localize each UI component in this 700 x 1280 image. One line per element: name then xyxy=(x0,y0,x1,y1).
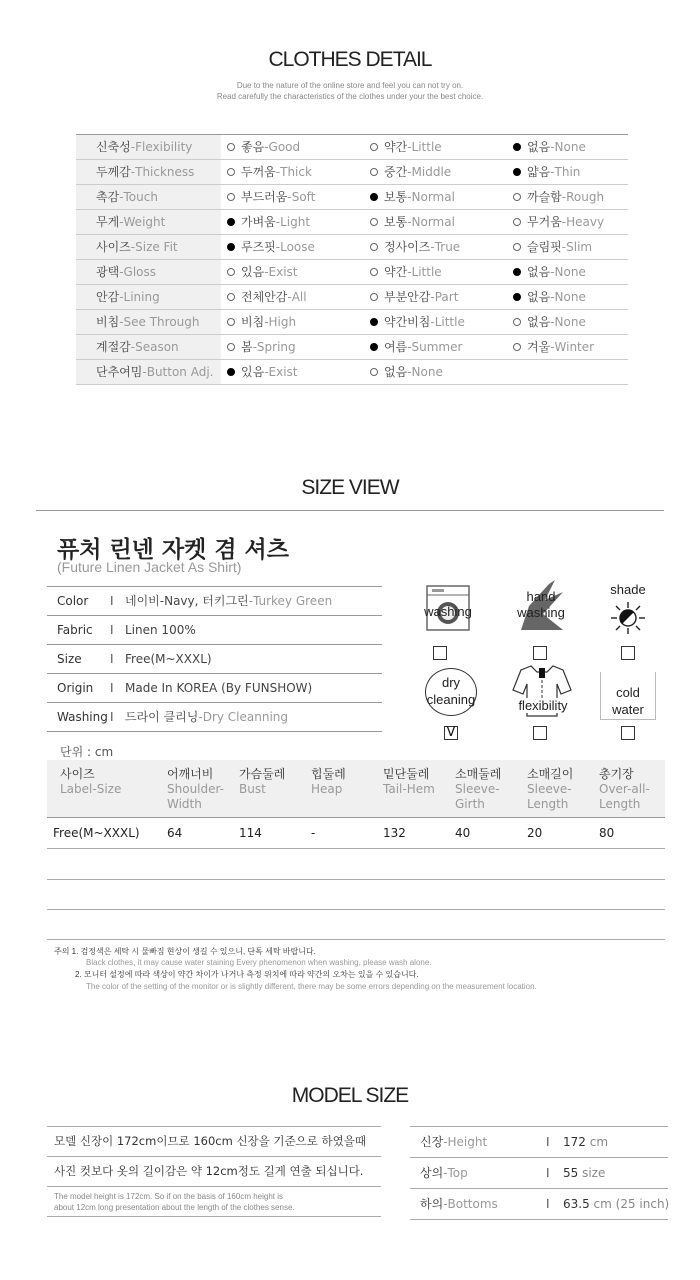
dry-cleaning-label-line-1: dry xyxy=(441,675,461,690)
note-1-english: Black clothes, it may cause water staining Every phenomenon when washing, please wash alone. xyxy=(86,958,432,967)
detail-option-english: -All xyxy=(287,290,307,304)
info-key: Size xyxy=(57,652,82,666)
unselected-radio-icon xyxy=(513,343,521,351)
detail-option xyxy=(513,260,586,284)
detail-row xyxy=(76,235,628,260)
size-table-cell: 20 xyxy=(527,826,543,840)
detail-option-english: -Loose xyxy=(275,240,315,254)
detail-label-english: -Lining xyxy=(119,290,160,304)
detail-row xyxy=(76,335,628,360)
model-key-korean: 상의 xyxy=(420,1166,444,1180)
detail-option xyxy=(370,360,443,384)
selected-radio-icon xyxy=(227,218,235,226)
product-info-row xyxy=(47,587,382,616)
detail-option-korean: 정사이즈 xyxy=(384,240,431,254)
size-header-korean: 밑단둘레 xyxy=(383,767,430,781)
size-header-english: Shoulder- xyxy=(167,782,224,796)
detail-label-english: -Gloss xyxy=(119,265,156,279)
model-size-value xyxy=(563,1158,605,1188)
size-table-cell: 80 xyxy=(599,826,615,840)
size-header-korean: 사이즈 xyxy=(60,767,95,781)
detail-row-label xyxy=(76,235,221,259)
size-header-english: Sleeve- xyxy=(455,782,500,796)
detail-option-english: -Heavy xyxy=(561,215,605,229)
detail-option xyxy=(513,160,580,184)
detail-option-english: -Rough xyxy=(561,190,605,204)
size-column-header xyxy=(599,767,650,812)
detail-option-korean: 여름 xyxy=(384,340,408,354)
detail-option-korean: 얇음 xyxy=(527,165,551,179)
model-size-key xyxy=(420,1189,498,1219)
detail-row-label xyxy=(76,260,221,284)
detail-option xyxy=(227,160,312,184)
detail-option xyxy=(370,335,462,359)
size-header-english: Length xyxy=(599,797,641,811)
size-column-header xyxy=(60,767,121,797)
size-header-english: Sleeve- xyxy=(527,782,572,796)
detail-option-english: -None xyxy=(550,290,586,304)
detail-option-english: -Little xyxy=(430,315,465,329)
size-header-english: Length xyxy=(527,797,569,811)
unselected-radio-icon xyxy=(370,293,378,301)
unselected-radio-icon xyxy=(513,218,521,226)
info-value-english: -Turkey Green xyxy=(248,594,333,608)
size-column-header xyxy=(383,767,435,797)
dry-cleaning-checkbox-checked: V xyxy=(444,726,458,740)
detail-option-english: -None xyxy=(550,140,586,154)
detail-label-korean: 무게 xyxy=(96,215,120,229)
detail-option-korean: 약간비침 xyxy=(384,315,431,329)
info-key: Fabric xyxy=(57,623,93,637)
size-header-korean: 소매둘레 xyxy=(455,767,502,781)
model-value-unit: size xyxy=(578,1166,606,1180)
detail-label-korean: 단추여밈 xyxy=(96,365,143,379)
size-table-cell: Free(M~XXXL) xyxy=(53,826,140,840)
detail-option xyxy=(370,310,465,334)
model-value-number: 172 xyxy=(563,1135,586,1149)
detail-option xyxy=(227,360,298,384)
detail-row xyxy=(76,360,628,385)
size-header-english: Tail-Hem xyxy=(383,782,435,796)
detail-label-english: -Size Fit xyxy=(130,240,178,254)
detail-option xyxy=(513,335,594,359)
detail-label-english: -Flexibility xyxy=(130,140,193,154)
detail-row-label xyxy=(76,310,221,334)
flexibility-label: flexibility xyxy=(508,698,578,713)
size-table-cell: - xyxy=(311,826,316,840)
detail-option-korean: 무거움 xyxy=(527,215,562,229)
detail-option-korean: 있음 xyxy=(241,265,265,279)
detail-row-label xyxy=(76,185,221,209)
dry-cleaning-label xyxy=(418,674,484,708)
detail-row xyxy=(76,260,628,285)
unselected-radio-icon xyxy=(370,243,378,251)
selected-radio-icon xyxy=(370,343,378,351)
detail-option xyxy=(513,185,604,209)
detail-option-korean: 없음 xyxy=(527,315,551,329)
info-separator: I xyxy=(110,710,114,724)
info-value-korean: Made In KOREA (By FUNSHOW) xyxy=(125,681,313,695)
detail-option-korean: 없음 xyxy=(384,365,408,379)
unselected-radio-icon xyxy=(370,268,378,276)
detail-label-korean: 촉감 xyxy=(96,190,120,204)
selected-radio-icon xyxy=(227,243,235,251)
unselected-radio-icon xyxy=(513,193,521,201)
cold-water-label-line-1: cold xyxy=(616,685,640,700)
detail-option-korean: 좋음 xyxy=(241,140,265,154)
detail-option-korean: 부드러움 xyxy=(241,190,288,204)
detail-option xyxy=(227,235,315,259)
size-table-line-4 xyxy=(47,939,665,940)
model-value-unit: cm (25 inch) xyxy=(589,1197,670,1211)
size-header-english: Heap xyxy=(311,782,343,796)
unselected-radio-icon xyxy=(227,318,235,326)
detail-option-korean: 보통 xyxy=(384,190,408,204)
size-header-korean: 소매길이 xyxy=(527,767,574,781)
note-2-korean: 2. 모니터 설정에 따라 색상이 약간 차이가 나거나 측정 위치에 따라 약간의 오차는 있을 수 있습니다. xyxy=(75,970,419,979)
detail-label-korean: 두께감 xyxy=(96,165,131,179)
detail-label-korean: 계절감 xyxy=(96,340,131,354)
size-header-korean: 총기장 xyxy=(599,767,634,781)
detail-option xyxy=(513,310,586,334)
detail-option xyxy=(513,285,586,309)
product-info-row xyxy=(47,616,382,645)
detail-option-korean: 두꺼움 xyxy=(241,165,276,179)
detail-option-korean: 비침 xyxy=(241,315,265,329)
size-table-line-3 xyxy=(47,909,665,910)
detail-option-korean: 겨울 xyxy=(527,340,551,354)
selected-radio-icon xyxy=(227,368,235,376)
unit-label: 단위 : cm xyxy=(60,745,114,759)
detail-option-english: -Light xyxy=(275,215,311,229)
detail-option-english: -None xyxy=(550,315,586,329)
detail-label-english: -Season xyxy=(130,340,179,354)
info-separator: I xyxy=(110,681,114,695)
detail-option xyxy=(227,135,300,159)
detail-option xyxy=(227,310,296,334)
hand-washing-checkbox xyxy=(533,646,547,660)
selected-radio-icon xyxy=(513,268,521,276)
detail-label-korean: 비침 xyxy=(96,315,120,329)
model-key-english: -Top xyxy=(443,1166,468,1180)
model-value-number: 63.5 xyxy=(563,1197,590,1211)
model-size-separator: I xyxy=(546,1166,550,1180)
detail-option-korean: 까슬함 xyxy=(527,190,562,204)
detail-option xyxy=(227,185,315,209)
model-size-separator: I xyxy=(546,1135,550,1149)
model-size-row xyxy=(410,1158,668,1189)
detail-option-english: -Exist xyxy=(264,265,298,279)
info-value-english: -Dry Cleanning xyxy=(198,710,289,724)
detail-option xyxy=(227,210,310,234)
size-column-header xyxy=(167,767,224,812)
size-header-english: Label-Size xyxy=(60,782,122,796)
detail-option xyxy=(370,260,442,284)
clothes-detail-title: CLOTHES DETAIL xyxy=(268,48,432,71)
detail-option xyxy=(370,235,460,259)
model-note-english-line-2: about 12cm long presentation about the length of the clothes sense. xyxy=(54,1203,295,1212)
detail-option-english: -Exist xyxy=(264,365,298,379)
detail-label-english: -Thickness xyxy=(130,165,195,179)
shade-checkbox xyxy=(621,646,635,660)
model-key-english: -Bottoms xyxy=(443,1197,498,1211)
detail-option-english: -High xyxy=(264,315,297,329)
info-value-korean: Free(M~XXXL) xyxy=(125,652,212,666)
detail-option-english: -None xyxy=(550,265,586,279)
cold-water-label-line-2: water xyxy=(612,702,644,717)
size-column-header xyxy=(527,767,573,812)
clothes-detail-subtitle-2: Read carefully the characteristics of the clothes under your the best choice. xyxy=(216,92,484,101)
size-table-cell: 114 xyxy=(239,826,262,840)
info-value-korean: 네이비-Navy, 터키그린 xyxy=(125,594,249,608)
size-header-english: Width xyxy=(167,797,202,811)
detail-option-korean: 보통 xyxy=(384,215,408,229)
size-column-header xyxy=(239,767,285,797)
detail-option-korean: 부분안감 xyxy=(384,290,431,304)
detail-row-label xyxy=(76,210,221,234)
detail-option xyxy=(227,285,307,309)
model-size-key xyxy=(420,1127,487,1157)
detail-option-english: -Winter xyxy=(550,340,595,354)
detail-option-english: -Soft xyxy=(287,190,316,204)
info-key: Origin xyxy=(57,681,94,695)
shade-sun-icon xyxy=(609,600,647,636)
size-table-line-1 xyxy=(47,848,665,849)
info-separator: I xyxy=(110,594,114,608)
detail-row-label xyxy=(76,160,221,184)
detail-row xyxy=(76,285,628,310)
size-header-english: Over-all- xyxy=(599,782,650,796)
unselected-radio-icon xyxy=(227,193,235,201)
model-size-title: MODEL SIZE xyxy=(291,1084,409,1107)
note-2-english: The color of the setting of the monitor or is slightly different, there may be some errors depending on the measurement location. xyxy=(86,982,537,991)
size-header-korean: 힙둘레 xyxy=(311,767,346,781)
detail-label-english: -Touch xyxy=(119,190,158,204)
clothes-detail-subtitle-1: Due to the nature of the online store and feel you can not try on. xyxy=(236,81,464,90)
detail-option-korean: 가벼움 xyxy=(241,215,276,229)
unselected-radio-icon xyxy=(370,218,378,226)
info-separator: I xyxy=(110,652,114,666)
detail-option xyxy=(370,285,458,309)
detail-option-english: -Summer xyxy=(407,340,463,354)
info-key: Color xyxy=(57,594,89,608)
detail-option-english: -True xyxy=(430,240,461,254)
detail-option-korean: 있음 xyxy=(241,365,265,379)
unselected-radio-icon xyxy=(513,243,521,251)
hand-washing-label-line-1: hand xyxy=(526,589,556,604)
unselected-radio-icon xyxy=(370,168,378,176)
detail-label-english: -See Through xyxy=(119,315,200,329)
model-key-korean: 신장 xyxy=(420,1135,444,1149)
detail-option-korean: 없음 xyxy=(527,140,551,154)
detail-option-english: -Part xyxy=(430,290,459,304)
model-note-1: 모델 신장이 172cm이므로 160cm 신장을 기준으로 하였을때 xyxy=(47,1127,381,1157)
unselected-radio-icon xyxy=(370,368,378,376)
size-column-header xyxy=(455,767,501,812)
info-value xyxy=(125,587,332,615)
detail-row-label xyxy=(76,360,221,384)
detail-option xyxy=(370,185,455,209)
info-value xyxy=(125,703,288,731)
detail-row-label xyxy=(76,285,221,309)
product-info-row xyxy=(47,645,382,674)
model-size-key xyxy=(420,1158,468,1188)
unselected-radio-icon xyxy=(227,293,235,301)
detail-row xyxy=(76,185,628,210)
product-info-row xyxy=(47,674,382,703)
size-column-header xyxy=(311,767,346,797)
detail-option-english: -Slim xyxy=(561,240,593,254)
model-note-english-line-1: The model height is 172cm. So if on the basis of 160cm height is xyxy=(54,1192,284,1201)
size-view-divider xyxy=(36,510,664,511)
detail-option xyxy=(227,335,296,359)
model-note-english xyxy=(47,1187,381,1217)
detail-option-english: -Normal xyxy=(407,190,455,204)
detail-option-english: -Normal xyxy=(407,215,455,229)
size-header-korean: 가슴둘레 xyxy=(239,767,286,781)
info-value-korean: Linen 100% xyxy=(125,623,196,637)
model-key-english: -Height xyxy=(443,1135,488,1149)
model-size-row xyxy=(410,1189,668,1220)
flexibility-checkbox xyxy=(533,726,547,740)
model-size-value xyxy=(563,1189,669,1219)
size-header-english: Bust xyxy=(239,782,266,796)
detail-row xyxy=(76,135,628,160)
detail-label-english: -Button Adj. xyxy=(142,365,214,379)
cold-water-label xyxy=(600,684,656,718)
unselected-radio-icon xyxy=(227,143,235,151)
model-key-korean: 하의 xyxy=(420,1197,444,1211)
detail-label-english: -Weight xyxy=(119,215,166,229)
model-size-value xyxy=(563,1127,608,1157)
detail-option xyxy=(370,135,442,159)
info-separator: I xyxy=(110,623,114,637)
detail-option-english: -Spring xyxy=(252,340,296,354)
size-table-line-2 xyxy=(47,879,665,880)
hand-washing-label-line-2: washing xyxy=(517,605,565,620)
product-name: 퓨처 린넨 자켓 겸 셔츠 xyxy=(57,537,289,563)
info-value xyxy=(125,616,196,644)
detail-option-english: -Thin xyxy=(550,165,581,179)
detail-label-korean: 사이즈 xyxy=(96,240,131,254)
unselected-radio-icon xyxy=(227,343,235,351)
detail-option-korean: 약간 xyxy=(384,265,408,279)
detail-row xyxy=(76,310,628,335)
detail-row xyxy=(76,210,628,235)
unselected-radio-icon xyxy=(513,318,521,326)
size-table-cell: 40 xyxy=(455,826,471,840)
shade-label: shade xyxy=(610,582,646,597)
detail-option-korean: 전체안감 xyxy=(241,290,288,304)
unselected-radio-icon xyxy=(227,268,235,276)
detail-option xyxy=(513,135,586,159)
model-note-2: 사진 컷보다 옷의 길이감은 약 12cm정도 길게 연출 되십니다. xyxy=(47,1157,381,1187)
info-value xyxy=(125,645,212,673)
dry-cleaning-label-line-2: cleaning xyxy=(426,692,476,707)
detail-option-english: -Good xyxy=(264,140,301,154)
detail-option-korean: 루즈핏 xyxy=(241,240,276,254)
detail-label-korean: 광택 xyxy=(96,265,120,279)
product-name-english: (Future Linen Jacket As Shirt) xyxy=(57,559,242,575)
size-table-header-border xyxy=(47,817,665,818)
detail-row-label xyxy=(76,135,221,159)
selected-radio-icon xyxy=(370,318,378,326)
detail-label-korean: 신축성 xyxy=(96,140,131,154)
note-1-korean: 주의 1. 검정색은 세탁 시 물빠짐 현상이 생길 수 있으니, 단독 세탁 바랍니다. xyxy=(54,947,316,956)
unselected-radio-icon xyxy=(227,168,235,176)
info-value xyxy=(125,674,312,702)
selected-radio-icon xyxy=(513,293,521,301)
detail-option-korean: 중간 xyxy=(384,165,408,179)
detail-option-english: -Middle xyxy=(407,165,452,179)
detail-row xyxy=(76,160,628,185)
detail-option-english: -Little xyxy=(407,140,442,154)
model-size-separator: I xyxy=(546,1197,550,1211)
detail-option xyxy=(370,160,451,184)
info-value-korean: 드라이 클리닝 xyxy=(125,710,199,724)
detail-option xyxy=(513,210,604,234)
product-info-row xyxy=(47,703,382,732)
detail-label-korean: 안감 xyxy=(96,290,120,304)
model-value-number: 55 xyxy=(563,1166,579,1180)
detail-option-korean: 약간 xyxy=(384,140,408,154)
size-table-cell: 64 xyxy=(167,826,183,840)
detail-row-label xyxy=(76,335,221,359)
model-size-row xyxy=(410,1127,668,1158)
detail-option-korean: 없음 xyxy=(527,290,551,304)
detail-option-korean: 슬림핏 xyxy=(527,240,562,254)
detail-option-korean: 봄 xyxy=(241,340,253,354)
size-header-english: Girth xyxy=(455,797,485,811)
hand-washing-label xyxy=(510,589,572,621)
unselected-radio-icon xyxy=(370,143,378,151)
detail-option-english: -Thick xyxy=(275,165,312,179)
selected-radio-icon xyxy=(513,168,521,176)
cold-water-checkbox xyxy=(621,726,635,740)
selected-radio-icon xyxy=(370,193,378,201)
washing-label: washing xyxy=(424,604,472,619)
washing-checkbox xyxy=(433,646,447,660)
size-table-cell: 132 xyxy=(383,826,406,840)
size-view-title: SIZE VIEW xyxy=(301,476,399,499)
detail-option xyxy=(370,210,455,234)
info-key: Washing xyxy=(57,710,108,724)
detail-option-english: -Little xyxy=(407,265,442,279)
selected-radio-icon xyxy=(513,143,521,151)
detail-option-korean: 없음 xyxy=(527,265,551,279)
model-value-unit: cm xyxy=(585,1135,609,1149)
detail-option xyxy=(513,235,592,259)
detail-option-english: -None xyxy=(407,365,443,379)
size-header-korean: 어깨너비 xyxy=(167,767,214,781)
detail-option xyxy=(227,260,298,284)
